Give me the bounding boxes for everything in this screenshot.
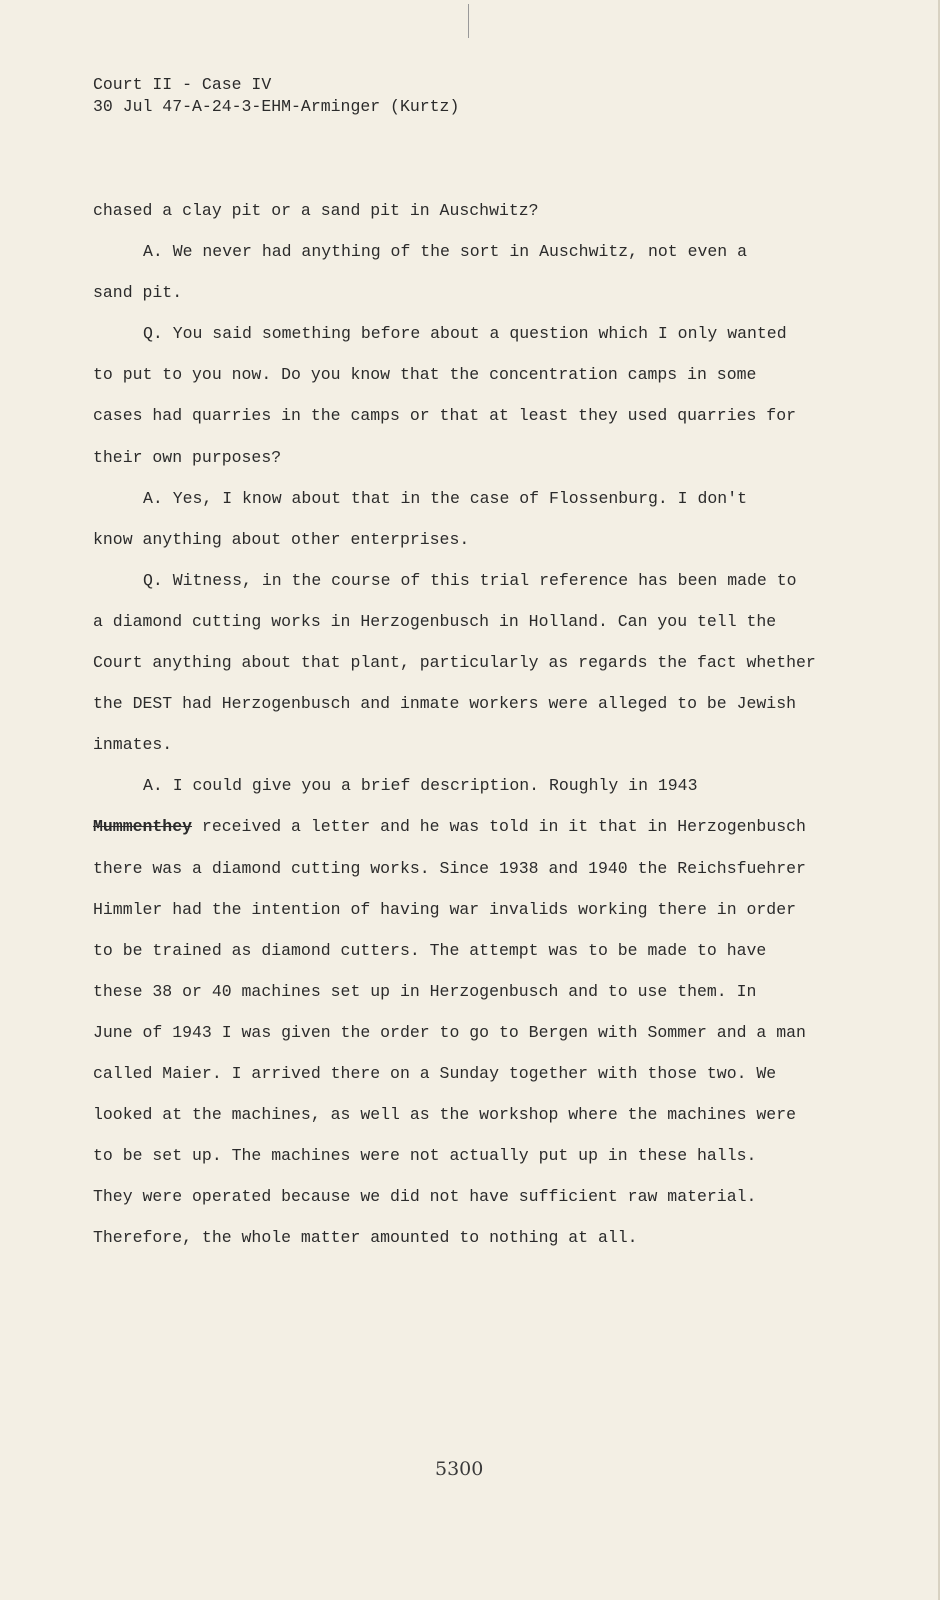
text-line: there was a diamond cutting works. Since 1938 and 1940 the Reichsfuehrer: [93, 858, 806, 878]
page-number: 5300: [435, 1458, 484, 1480]
text-line: chased a clay pit or a sand pit in Auschwitz?: [93, 201, 539, 220]
header-reference-line: 30 Jul 47-A-24-3-EHM-Arminger (Kurtz): [93, 97, 460, 116]
text-line: know anything about other enterprises.: [93, 529, 470, 549]
text-line: A. We never had anything of the sort in Auschwitz, not even a: [143, 242, 747, 262]
text-line: these 38 or 40 machines set up in Herzogenbusch and to use them. In: [93, 981, 757, 1001]
text-line-rest: received a letter and he was told in it that in Herzogenbusch: [192, 817, 806, 837]
text-line: They were operated because we did not have sufficient raw material.: [93, 1187, 757, 1207]
text-line: their own purposes?: [93, 447, 282, 467]
text-line: Court anything about that plant, particularly as regards the fact whether: [93, 653, 816, 673]
transcript-body: [93, 190, 853, 1258]
text-line: called Maier. I arrived there on a Sunday together with those two. We: [93, 1063, 777, 1083]
text-line: sand pit.: [93, 283, 183, 303]
header-court-line: Court II - Case IV: [93, 75, 272, 94]
text-line: [93, 806, 853, 847]
text-line: A. I could give you a brief description. Roughly in 1943: [143, 776, 698, 796]
document-header: [93, 74, 459, 118]
text-line: cases had quarries in the camps or that at least they used quarries for: [93, 406, 797, 426]
text-line: Himmler had the intention of having war invalids working there in order: [93, 899, 797, 919]
struck-name: Mummenthey: [93, 817, 193, 837]
text-line: A. Yes, I know about that in the case of Flossenburg. I don't: [143, 488, 747, 508]
text-line: Therefore, the whole matter amounted to nothing at all.: [93, 1228, 638, 1248]
text-line: to be set up. The machines were not actually put up in these halls.: [93, 1146, 757, 1166]
text-line: a diamond cutting works in Herzogenbusch in Holland. Can you tell the: [93, 611, 777, 631]
text-line: Q. You said something before about a question which I only wanted: [143, 324, 787, 344]
text-line: looked at the machines, as well as the workshop where the machines were: [93, 1105, 797, 1125]
text-line: inmates.: [93, 735, 173, 755]
text-line: June of 1943 I was given the order to go to Bergen with Sommer and a man: [93, 1022, 806, 1042]
text-line: to be trained as diamond cutters. The attempt was to be made to have: [93, 940, 767, 960]
margin-mark: [468, 4, 469, 38]
text-line: Q. Witness, in the course of this trial reference has been made to: [143, 570, 797, 590]
text-line: to put to you now. Do you know that the concentration camps in some: [93, 365, 757, 385]
text-line: the DEST had Herzogenbusch and inmate workers were alleged to be Jewish: [93, 694, 797, 714]
